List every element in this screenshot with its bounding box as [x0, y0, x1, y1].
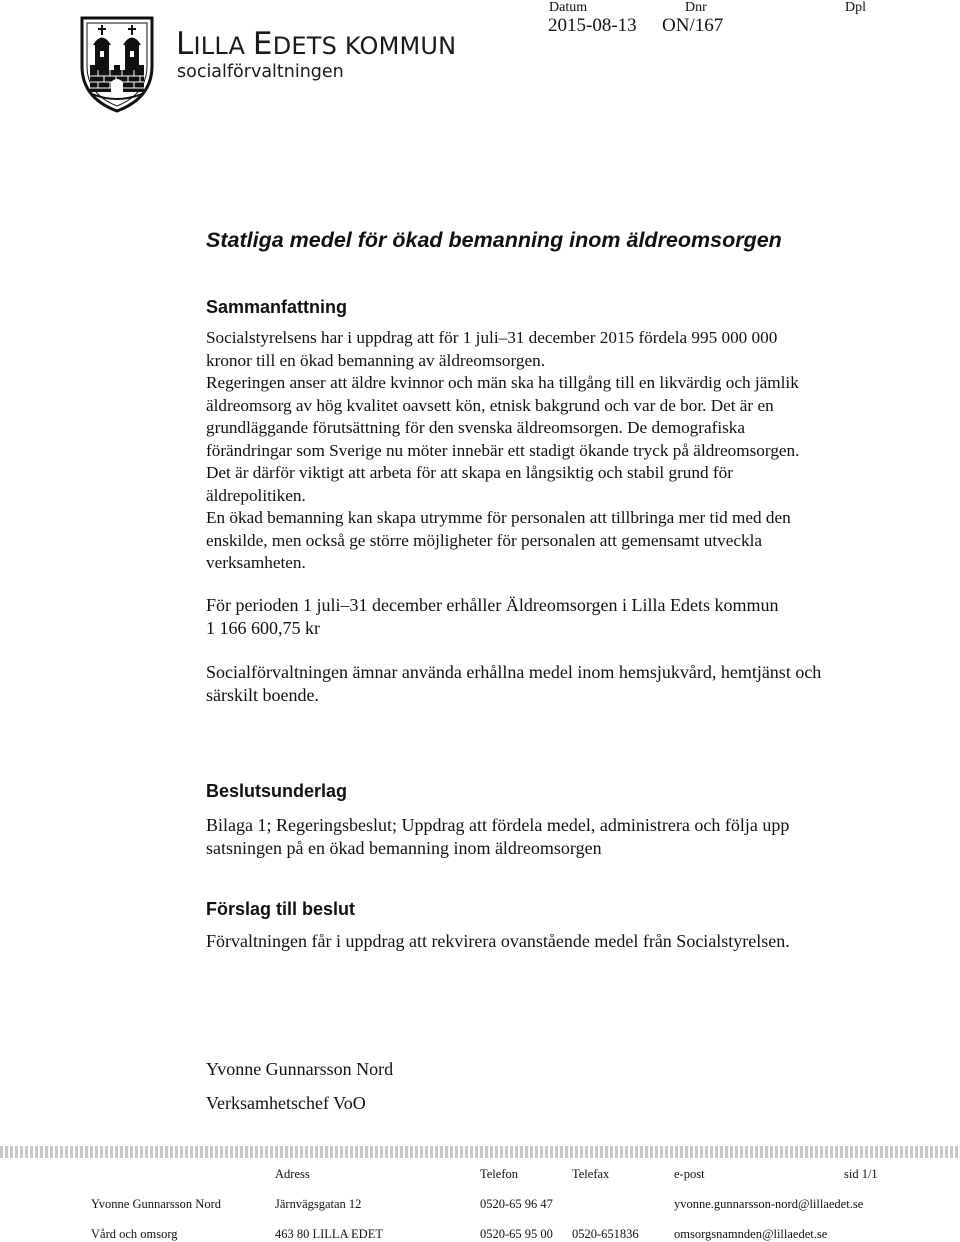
footer-row-name: Yvonne Gunnarsson Nord	[91, 1197, 221, 1211]
footer-fax-header: Telefax	[572, 1167, 610, 1181]
summary-line: Regeringen anser att äldre kvinnor och män ska ha tillgång till en likvärdig och jämlik	[206, 373, 799, 392]
summary-line: kronor till en ökad bemanning av äldreomsorgen.	[206, 350, 546, 370]
footer-email-header: e-post	[674, 1167, 705, 1181]
signature-role: Verksamhetschef VoO	[206, 1093, 366, 1113]
summary-line: äldreomsorg av hög kvalitet oavsett kön, etnisk bakgrund och var de bor. Det är en	[206, 395, 774, 415]
forslag-heading: Förslag till beslut	[206, 899, 356, 919]
summary-line: grundläggande förutsättning för den svenska äldreomsorgen. De demografiska	[206, 418, 746, 437]
dnr-label: Dnr	[685, 0, 707, 15]
document-title: Statliga medel för ökad bemanning inom äldreomsorgen	[206, 228, 782, 252]
usage-paragraph	[206, 661, 906, 707]
footer-row-phone: 0520-65 95 00	[480, 1227, 553, 1241]
signature-name: Yvonne Gunnarsson Nord	[206, 1059, 394, 1079]
municipal-coat-of-arms-logo	[78, 14, 156, 114]
summary-heading: Sammanfattning	[206, 297, 348, 317]
footer-page-number: sid 1/1	[844, 1167, 878, 1181]
beslutsunderlag-line: Bilaga 1; Regeringsbeslut; Uppdrag att fördela medel, administrera och följa upp	[206, 815, 790, 835]
summary-line: äldrepolitiken.	[206, 485, 306, 505]
footer-row-address: Järnvägsgatan 12	[275, 1197, 362, 1211]
usage-line: Socialförvaltningen ämnar använda erhållna medel inom hemsjukvård, hemtjänst och	[206, 662, 822, 682]
usage-line: särskilt boende.	[206, 685, 319, 705]
amount-line: 1 166 600,75 kr	[206, 618, 320, 638]
summary-line: enskilde, men också ge större möjligheter för personalen att gemensamt utveckla	[206, 530, 763, 550]
organization-name: LILLA EDETS KOMMUN	[176, 26, 457, 62]
footer-row-name: Vård och omsorg	[91, 1227, 178, 1241]
organization-unit: socialförvaltningen	[177, 62, 344, 82]
dnr-value: ON/167	[662, 15, 724, 36]
period-paragraph	[206, 594, 906, 640]
dpl-label: Dpl	[845, 0, 866, 15]
summary-line: Det är därför viktigt att arbeta för att skapa en långsiktig och stabil grund för	[206, 463, 733, 482]
footer-address-header: Adress	[275, 1167, 310, 1181]
datum-value: 2015-08-13	[548, 15, 637, 36]
datum-label: Datum	[549, 0, 588, 15]
forslag-line: Förvaltningen får i uppdrag att rekvirera ovanstående medel från Socialstyrelsen.	[206, 931, 790, 951]
summary-line: En ökad bemanning kan skapa utrymme för personalen att tillbringa mer tid med den	[206, 508, 791, 527]
footer-row-phone: 0520-65 96 47	[480, 1197, 553, 1211]
footer-phone-header: Telefon	[480, 1167, 518, 1181]
footer-row-fax: 0520-651836	[572, 1227, 639, 1241]
period-line: För perioden 1 juli–31 december erhåller Äldreomsorgen i Lilla Edets kommun	[206, 595, 779, 615]
summary-line: verksamheten.	[206, 553, 306, 572]
summary-line: Socialstyrelsens har i uppdrag att för 1 juli–31 december 2015 fördela 995 000 000	[206, 328, 778, 347]
summary-line: förändringar som Sverige nu möter innebär ett stadigt ökande tryck på äldreomsorgen.	[206, 440, 800, 460]
beslutsunderlag-paragraph	[206, 814, 906, 860]
footer-row-email[interactable]: yvonne.gunnarsson-nord@lillaedet.se	[674, 1197, 864, 1211]
beslutsunderlag-line: satsningen på en ökad bemanning inom äldreomsorgen	[206, 838, 602, 858]
footer-row-email[interactable]: omsorgsnamnden@lillaedet.se	[674, 1227, 828, 1241]
summary-paragraph	[206, 327, 906, 575]
forslag-paragraph	[206, 930, 906, 953]
footer-row-address: 463 80 LILLA EDET	[275, 1227, 383, 1241]
beslutsunderlag-heading: Beslutsunderlag	[206, 781, 348, 801]
footer-divider	[0, 1146, 960, 1158]
